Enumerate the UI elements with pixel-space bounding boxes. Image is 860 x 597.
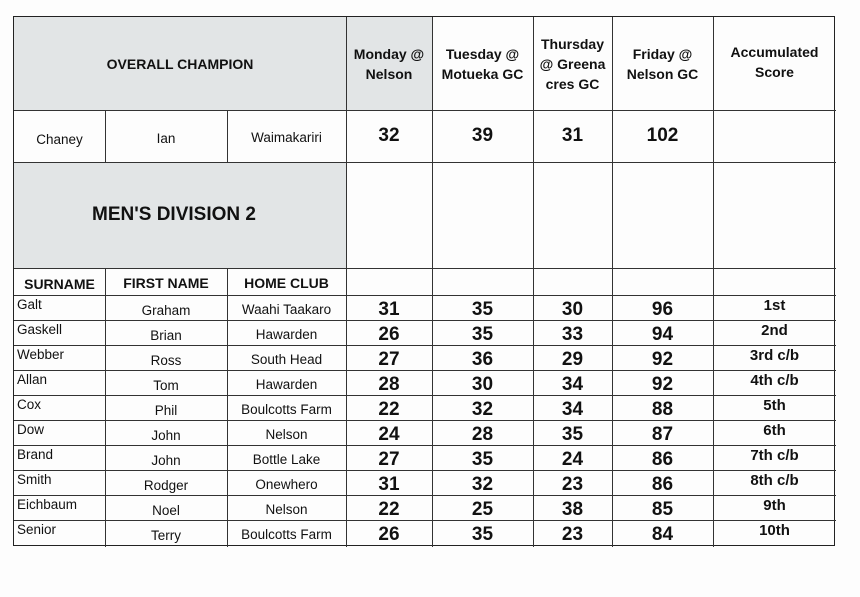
champion-thursday: 31 <box>561 125 584 146</box>
grid-line <box>105 268 106 547</box>
monday-score-cell: 27 <box>378 348 400 370</box>
champion-tuesday: 39 <box>471 125 494 146</box>
friday-score-cell: 96 <box>651 298 674 320</box>
overall-champion-heading: OVERALL CHAMPION <box>14 17 346 110</box>
home-club-cell: Boulcotts Farm <box>241 402 332 417</box>
surname-column-header: SURNAME <box>24 275 95 292</box>
first-name-cell: John <box>151 428 181 443</box>
grid-line <box>533 17 534 547</box>
placing-cell: 1st <box>763 297 786 314</box>
monday-score-cell: 28 <box>378 373 400 395</box>
results-table <box>13 16 835 546</box>
thursday-score-cell: 35 <box>561 423 584 445</box>
first-name-cell: Tom <box>153 378 179 393</box>
champion-first-name: Ian <box>156 130 176 146</box>
champion-friday: 102 <box>646 125 679 146</box>
home-club-cell: Nelson <box>265 502 308 517</box>
monday-score-cell: 22 <box>378 498 400 520</box>
first-name-cell: John <box>151 453 181 468</box>
thursday-score-cell: 38 <box>561 498 584 520</box>
thursday-score-cell: 24 <box>561 448 584 470</box>
home-club-cell: South Head <box>250 352 323 367</box>
friday-score-cell: 92 <box>651 348 674 370</box>
placing-cell: 5th <box>763 397 786 414</box>
division-heading: MEN'S DIVISION 2 <box>14 162 346 268</box>
home-club-cell: Hawarden <box>255 327 318 342</box>
surname-cell: Dow <box>17 422 45 437</box>
placing-cell: 8th c/b <box>750 472 799 489</box>
champion-club: Waimakariri <box>251 129 322 145</box>
tuesday-score-cell: 28 <box>471 423 494 445</box>
monday-score-cell: 24 <box>378 423 400 445</box>
home-club-cell: Nelson <box>265 427 308 442</box>
thursday-score-cell: 23 <box>561 473 584 495</box>
surname-cell: Eichbaum <box>17 497 78 512</box>
tuesday-header: Tuesday @ Motueka GC <box>441 45 524 82</box>
friday-score-cell: 94 <box>651 323 674 345</box>
surname-cell: Cox <box>17 397 42 412</box>
placing-cell: 10th <box>759 522 790 539</box>
first-name-column-header: FIRST NAME <box>123 274 209 291</box>
monday-score-cell: 31 <box>378 298 400 320</box>
tuesday-score-cell: 25 <box>471 498 494 520</box>
grid-line <box>612 17 613 547</box>
placing-cell: 2nd <box>761 322 788 339</box>
tuesday-score-cell: 35 <box>471 523 494 545</box>
friday-score-cell: 86 <box>651 448 674 470</box>
placing-cell: 9th <box>763 497 786 514</box>
grid-line <box>105 110 106 162</box>
accumulated-header: Accumulated Score <box>730 44 819 80</box>
placing-cell: 3rd c/b <box>749 347 800 364</box>
home-club-cell: Waahi Taakaro <box>241 302 332 317</box>
surname-cell: Smith <box>17 472 52 487</box>
friday-score-cell: 84 <box>651 523 674 545</box>
monday-score-cell: 26 <box>378 523 400 545</box>
placing-cell: 7th c/b <box>750 447 799 464</box>
friday-score-cell: 86 <box>651 473 674 495</box>
first-name-cell: Rodger <box>143 478 189 493</box>
first-name-cell: Graham <box>141 303 191 318</box>
friday-score-cell: 92 <box>651 373 674 395</box>
friday-header: Friday @ Nelson GC <box>626 45 699 82</box>
first-name-cell: Terry <box>151 528 181 543</box>
thursday-score-cell: 33 <box>561 323 584 345</box>
monday-score-cell: 22 <box>378 398 400 420</box>
thursday-score-cell: 23 <box>561 523 584 545</box>
surname-cell: Brand <box>17 447 54 462</box>
home-club-cell: Onewhero <box>255 477 318 492</box>
tuesday-score-cell: 35 <box>471 448 494 470</box>
friday-score-cell: 85 <box>651 498 674 520</box>
friday-score-cell: 88 <box>651 398 674 420</box>
thursday-header: Thursday @ Greenacres GC <box>539 35 606 92</box>
tuesday-score-cell: 30 <box>471 373 494 395</box>
thursday-score-cell: 34 <box>561 398 584 420</box>
grid-line <box>227 110 228 162</box>
surname-cell: Galt <box>17 297 42 312</box>
surname-cell: Gaskell <box>17 322 63 337</box>
friday-score-cell: 87 <box>651 423 674 445</box>
first-name-cell: Noel <box>152 503 180 518</box>
monday-header: Monday @ Nelson <box>346 17 432 110</box>
home-club-cell: Hawarden <box>255 377 318 392</box>
monday-score-cell: 26 <box>378 323 400 345</box>
grid-line <box>432 17 433 547</box>
surname-cell: Webber <box>17 347 65 362</box>
grid-line <box>713 17 714 547</box>
surname-cell: Senior <box>17 522 57 537</box>
home-club-cell: Boulcotts Farm <box>241 527 332 542</box>
tuesday-score-cell: 32 <box>471 473 494 495</box>
tuesday-score-cell: 32 <box>471 398 494 420</box>
grid-line <box>346 17 347 547</box>
first-name-cell: Ross <box>150 353 182 368</box>
thursday-score-cell: 30 <box>561 298 584 320</box>
tuesday-score-cell: 35 <box>471 298 494 320</box>
thursday-score-cell: 29 <box>561 348 584 370</box>
home-club-cell: Bottle Lake <box>252 452 321 467</box>
first-name-cell: Phil <box>154 403 178 418</box>
home-club-column-header: HOME CLUB <box>244 274 329 291</box>
surname-cell: Allan <box>17 372 48 387</box>
monday-score-cell: 27 <box>378 448 400 470</box>
placing-cell: 4th c/b <box>750 372 799 389</box>
placing-cell: 6th <box>763 422 786 439</box>
first-name-cell: Brian <box>150 328 182 343</box>
grid-line <box>227 268 228 547</box>
thursday-score-cell: 34 <box>561 373 584 395</box>
tuesday-score-cell: 35 <box>471 323 494 345</box>
tuesday-score-cell: 36 <box>471 348 494 370</box>
champion-monday: 32 <box>378 125 400 146</box>
monday-score-cell: 31 <box>378 473 400 495</box>
champion-surname: Chaney <box>36 131 83 147</box>
